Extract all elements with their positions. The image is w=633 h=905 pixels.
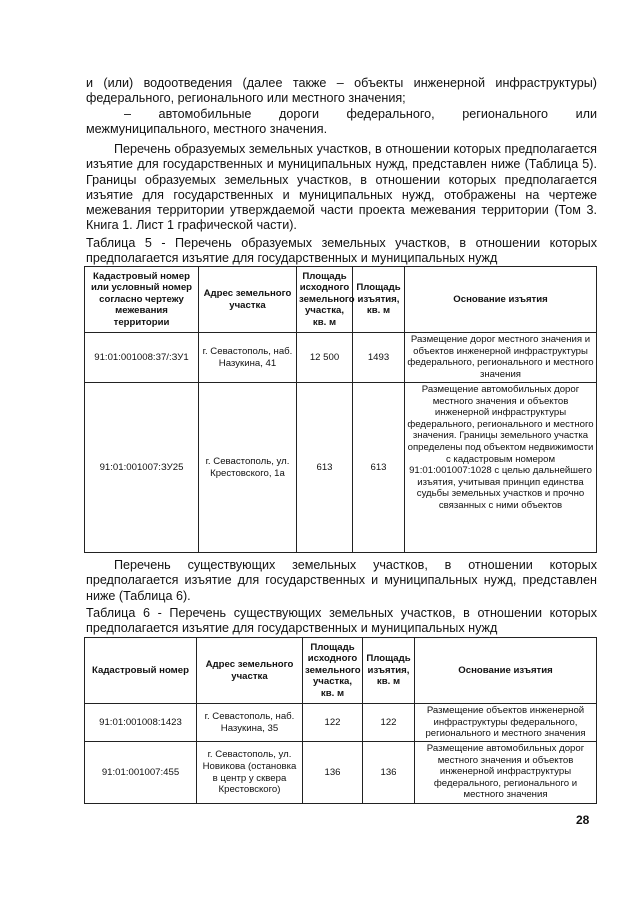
withdrawal-cell: 122: [363, 704, 415, 742]
table5-caption-text: Таблица 5 - Перечень образуемых земельных участков, в отношении которых предполагается изъятие для государственных и муниципальных нужд: [86, 236, 597, 265]
table6-header-cadastral: Кадастровый номер: [85, 638, 197, 704]
table6-caption-text: Таблица 6 - Перечень существующих земельных участков, в отношении которых предполагается изъятие для государственных и муниципальных нужд: [86, 606, 597, 635]
table5-header-area: Площадь исходного земельного участка, кв. м: [297, 267, 353, 333]
address-cell: г. Севастополь, ул. Крестовского, 1а: [199, 383, 297, 553]
table5-header-row: [85, 267, 597, 333]
address-cell: г. Севастополь, ул. Новикова (остановка в центр у сквера Крестовского): [197, 742, 303, 804]
paragraph-2: [86, 107, 597, 138]
table-row: [85, 383, 597, 553]
table-5: [84, 266, 597, 553]
table-6: [84, 637, 597, 804]
cadastral-cell: 91:01:001008:37/:ЗУ1: [85, 333, 199, 383]
table-row: [85, 704, 597, 742]
basis-cell: Размещение объектов инженерной инфраструктуры федерального, регионального и местного значения: [415, 704, 597, 742]
cadastral-cell: 91:01:001007:455: [85, 742, 197, 804]
paragraph-4-text: Перечень существующих земельных участков, в отношении которых предполагается изъятие для государственных и муниципальных нужд, представлен ниже (Таблица 6).: [86, 558, 597, 603]
cadastral-cell: 91:01:001007:ЗУ25: [85, 383, 199, 553]
withdrawal-cell: 1493: [353, 333, 405, 383]
table-row: [85, 333, 597, 383]
table6-header-row: [85, 638, 597, 704]
basis-cell: Размещение автомобильных дорог местного значения и объектов инженерной инфраструктуры федерального, регионального и местного значения: [415, 742, 597, 804]
table6-header-withdrawal: Площадь изъятия, кв. м: [363, 638, 415, 704]
basis-cell: Размещение автомобильных дорог местного значения и объектов инженерной инфраструктуры федерального, регионального и местного значения. Границы земельного участка определены под объектом недвижимости с кадастровым номером 91:01:001007:1028 с целью дальнейшего изъятия, учитывая принцип единства судьбы земельных участков и прочно связанных с ними объектов: [405, 383, 597, 553]
table5-header-address: Адрес земельного участка: [199, 267, 297, 333]
paragraph-3: [86, 142, 597, 234]
area-cell: 12 500: [297, 333, 353, 383]
basis-cell: Размещение дорог местного значения и объектов инженерной инфраструктуры федерального, регионального и местного значения: [405, 333, 597, 383]
paragraph-2-text: – автомобильные дороги федерального, регионального или межмуниципального, местного значения.: [86, 107, 597, 137]
paragraph-1: и (или) водоотведения (далее также – объекты инженерной инфраструктуры) федерального, регионального или местного значения;: [86, 76, 597, 106]
table5-header-cadastral: Кадастровый номер или условный номер согласно чертежу межевания территории: [85, 267, 199, 333]
area-cell: 613: [297, 383, 353, 553]
table6-header-basis: Основание изъятия: [415, 638, 597, 704]
paragraph-3-text: Перечень образуемых земельных участков, в отношении которых предполагается изъятие для государственных и муниципальных нужд, представлен ниже (Таблица 5). Границы образуемых земельных участков, в отношении которых предполагается изъятие для государственных и муниципальных нужд, отображены на чертеже межевания территории утверждаемой части проекта межевания территории (Том 3. Книга 1. Лист 1 графической части).: [86, 142, 597, 233]
paragraph-4: [86, 558, 597, 604]
table5-caption: [86, 236, 597, 266]
area-cell: 122: [303, 704, 363, 742]
table5-header-withdrawal: Площадь изъятия, кв. м: [353, 267, 405, 333]
area-cell: 136: [303, 742, 363, 804]
table6-header-address: Адрес земельного участка: [197, 638, 303, 704]
address-cell: г. Севастополь, наб. Назукина, 35: [197, 704, 303, 742]
table6-header-area: Площадь исходного земельного участка, кв. м: [303, 638, 363, 704]
page-number: 28: [576, 813, 590, 827]
table-row: [85, 742, 597, 804]
withdrawal-cell: 613: [353, 383, 405, 553]
cadastral-cell: 91:01:001008:1423: [85, 704, 197, 742]
table5-header-basis: Основание изъятия: [405, 267, 597, 333]
table6-caption: [86, 606, 597, 636]
withdrawal-cell: 136: [363, 742, 415, 804]
address-cell: г. Севастополь, наб. Назукина, 41: [199, 333, 297, 383]
